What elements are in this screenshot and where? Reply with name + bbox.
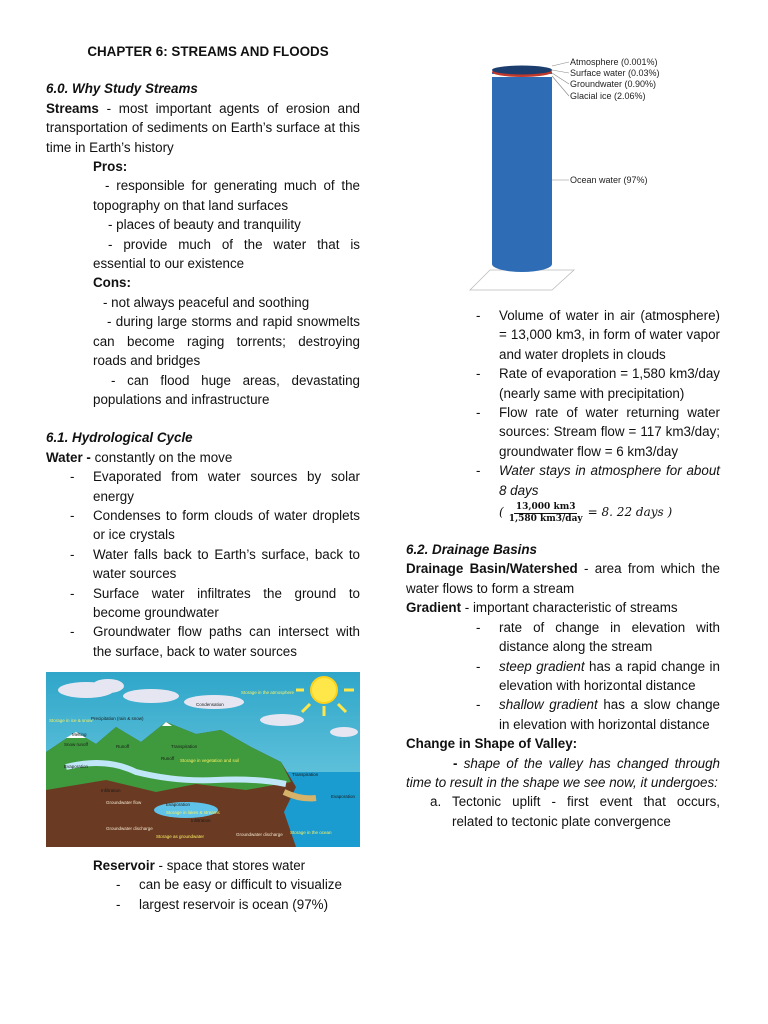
page-title: CHAPTER 6: STREAMS AND FLOODS	[87, 44, 329, 59]
formula-open: (	[499, 505, 504, 520]
pros-item: - provide much of the water that is essential to our existence	[93, 236, 360, 272]
water-distribution-cylinder	[466, 52, 696, 302]
drainage-basin-term: Drainage Basin/Watershed	[406, 561, 578, 577]
cons-item: - not always peaceful and soothing	[103, 294, 310, 310]
label-storage-vegetation: Storage in vegetation and soil	[180, 758, 240, 763]
list-item: - Volume of water in air (atmosphere) = 13,000 km3, in form of water vapor and water droplets in clouds	[406, 306, 720, 364]
streams-def-text: - most important agents of erosion and transportation of sediments on Earth’s surface at this time in Earth’s history	[46, 100, 360, 155]
list-item	[406, 618, 720, 657]
cons-item: - during large storms and rapid snowmelts can become raging torrents; destroying roads and bridges	[93, 314, 360, 369]
list-item: - Rate of evaporation = 1,580 km3/day (nearly same with precipitation)	[406, 364, 720, 403]
label-groundwater-flow: Groundwater flow	[106, 800, 142, 805]
list-item-text: Tectonic uplift - first event that occurs, related to tectonic plate convergence	[452, 794, 720, 829]
gradient-item-emphasis: shallow gradient	[499, 697, 598, 713]
label-evaporation: Evaporation	[331, 794, 356, 799]
reservoir-term: Reservoir	[93, 858, 155, 873]
surface-layer	[492, 66, 552, 75]
valley-label: Change in Shape of Valley:	[406, 736, 578, 752]
label-storage-groundwater: Storage as groundwater	[156, 834, 205, 839]
label-evaporation: Evaporation	[166, 802, 191, 807]
streams-definition	[46, 99, 360, 157]
gradient-item-emphasis: steep gradient	[499, 658, 585, 674]
gradient-list	[406, 618, 720, 734]
list-item	[430, 792, 720, 831]
list-item: - Flow rate of water returning water sources: Stream flow = 117 km3/day; groundwater flow = 6 km3/day	[406, 403, 720, 461]
gradient-item-text: rate of change in elevation with distance along the stream	[499, 619, 720, 655]
pros-block	[46, 157, 360, 409]
label-storage-atmosphere: Storage in the atmosphere	[241, 690, 295, 695]
label-transpiration: Transpiration	[171, 744, 198, 749]
section-6-1-heading: 6.1. Hydrological Cycle	[46, 430, 193, 446]
formula-denominator: 1,580 km3/day	[508, 513, 583, 524]
hydrological-cycle-diagram	[46, 672, 360, 847]
formula-fraction	[507, 502, 585, 525]
gradient-definition	[406, 598, 720, 617]
label-infiltration: Infiltration	[101, 788, 121, 793]
label-ocean-water: Ocean water (97%)	[570, 175, 648, 185]
list-item: - can be easy or difficult to visualize	[46, 875, 360, 894]
label-glacial-ice: Glacial ice (2.06%)	[570, 91, 646, 101]
cons-label: Cons:	[93, 275, 131, 291]
section-6-2-heading: 6.2. Drainage Basins	[406, 542, 537, 558]
right-column	[406, 306, 720, 831]
list-item-label: a.	[430, 794, 442, 810]
label-storage-ice: Storage in ice & snow	[49, 718, 93, 723]
label-precipitation: Precipitation (rain & snow)	[91, 716, 144, 721]
label-runoff: Runoff	[116, 744, 130, 749]
valley-list	[406, 792, 720, 831]
valley-dash: -	[453, 755, 458, 771]
drainage-basin-definition	[406, 559, 720, 598]
gradient-def-text: - important characteristic of streams	[461, 600, 678, 616]
stay-text: Water stays in atmosphere for about 8 days	[499, 463, 720, 498]
list-item: - Water falls back to Earth’s surface, back to water sources	[46, 545, 360, 584]
label-storage-lakes: Storage in lakes & streams	[166, 810, 220, 815]
residence-formula	[406, 500, 720, 526]
reservoir-def-text: - space that stores water	[154, 858, 306, 873]
label-condensation: Condensation	[196, 702, 224, 707]
reservoir-list	[46, 875, 360, 914]
label-surface-water: Surface water (0.03%)	[570, 68, 660, 78]
cons-item: - can flood huge areas, devastating populations and infrastructure	[93, 372, 360, 407]
label-runoff: Runoff	[161, 756, 175, 761]
list-item: - Surface water infiltrates the ground to become groundwater	[46, 584, 360, 623]
list-item: - Groundwater flow paths can intersect with the surface, back to water sources	[46, 622, 360, 661]
cylinder-base	[470, 270, 574, 290]
formula-result: = 8. 22 days )	[587, 505, 673, 520]
label-transpiration: Transpiration	[292, 772, 319, 777]
gradient-item-text: has a rapid change in elevation with horizontal distance	[499, 658, 720, 693]
pros-item: - places of beauty and tranquility	[108, 217, 301, 233]
valley-description	[406, 754, 720, 793]
label-groundwater-discharge: Groundwater discharge	[106, 826, 153, 831]
cylinder-bottom	[492, 256, 552, 272]
label-evaporation: Evaporation	[64, 764, 89, 769]
streams-term: Streams	[46, 100, 99, 116]
cylinder-body	[492, 72, 552, 264]
formula-numerator: 13,000 km3	[515, 501, 576, 512]
list-item: - largest reservoir is ocean (97%)	[46, 895, 360, 914]
gradient-term: Gradient	[406, 600, 462, 616]
hydro-list	[46, 467, 360, 661]
label-groundwater-discharge: Groundwater discharge	[236, 832, 283, 837]
list-item: - Condenses to form clouds of water droplets or ice crystals	[46, 506, 360, 545]
section-6-0-heading: 6.0. Why Study Streams	[46, 81, 198, 97]
water-term: Water -	[46, 449, 91, 465]
stats-list	[406, 306, 720, 500]
label-storage-ocean: Storage in the ocean	[290, 830, 332, 835]
drainage-basin-def-text: - area from which the water flows to form a stream	[406, 561, 721, 596]
list-item	[406, 695, 720, 734]
label-melting: Melting	[72, 732, 87, 737]
label-groundwater: Groundwater (0.90%)	[570, 79, 657, 89]
gradient-item-text: has a slow change in elevation with horizontal distance	[499, 697, 720, 732]
water-def-text: constantly on the move	[90, 449, 233, 465]
valley-text: shape of the valley has changed through time to result in the shape we see now, it undergoes:	[406, 755, 720, 790]
label-atmosphere: Atmosphere (0.001%)	[570, 57, 658, 67]
reservoir-block	[46, 856, 360, 914]
reservoir-definition	[46, 856, 360, 875]
label-infiltration: Infiltration	[191, 818, 211, 823]
pros-item: - responsible for generating much of the topography on that land surfaces	[93, 178, 360, 213]
list-item	[406, 461, 720, 500]
water-definition	[46, 448, 360, 467]
label-snowmelt: Snow runoff	[64, 742, 88, 747]
pros-label: Pros:	[93, 159, 128, 175]
left-column	[46, 42, 360, 661]
list-item: - Evaporated from water sources by solar energy	[46, 467, 360, 506]
list-item	[406, 657, 720, 696]
